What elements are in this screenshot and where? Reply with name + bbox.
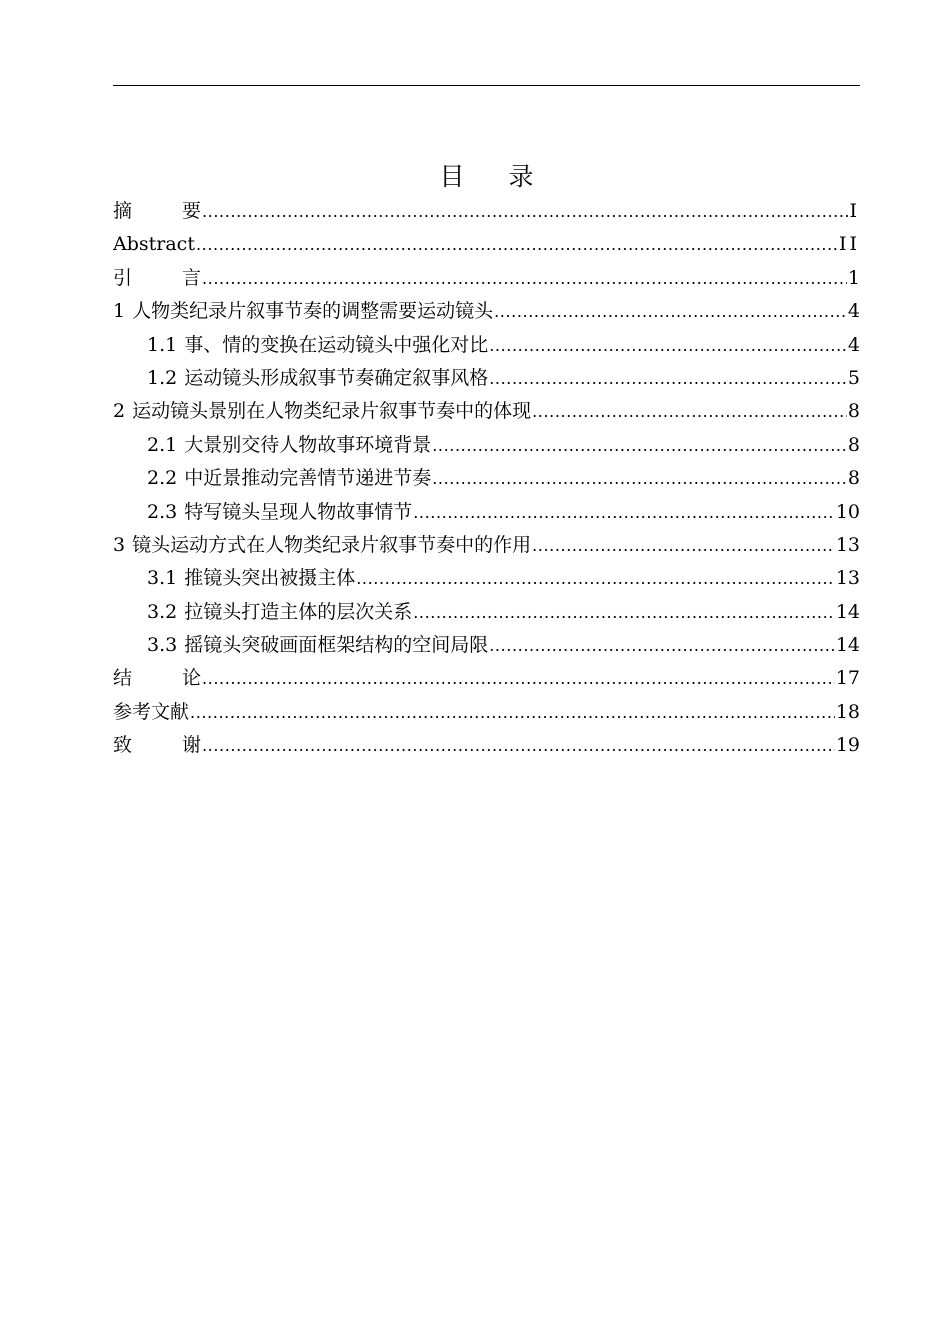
toc-list	[113, 197, 860, 765]
toc-page-number: 8	[847, 400, 860, 423]
toc-page-number: I	[849, 200, 860, 222]
toc-leader-dots	[202, 198, 848, 226]
toc-leader-dots	[532, 398, 847, 426]
toc-entry-section-3-1[interactable]	[113, 564, 860, 597]
toc-title-char: 目	[439, 162, 465, 191]
toc-entry-label: 参考文献	[113, 700, 190, 723]
toc-leader-dots	[196, 231, 838, 259]
toc-entry-label: 2.2 中近景推动完善情节递进节奏	[147, 467, 432, 490]
toc-leader-dots	[190, 699, 835, 727]
toc-entry-section-3-3[interactable]	[113, 631, 860, 664]
toc-page-number: II	[838, 233, 860, 256]
toc-leader-dots	[489, 632, 835, 660]
toc-entry-label: 3.1 推镜头突出被摄主体	[147, 567, 356, 590]
toc-entry-label: 1.2 运动镜头形成叙事节奏确定叙事风格	[147, 366, 489, 389]
toc-page-number: 18	[835, 700, 860, 723]
toc-entry-label: 2.3 特写镜头呈现人物故事情节	[147, 500, 413, 523]
toc-title	[113, 160, 860, 194]
toc-entry-acknowledgements[interactable]	[113, 731, 860, 764]
toc-leader-dots	[413, 599, 835, 627]
toc-entry-section-2-3[interactable]	[113, 498, 860, 531]
toc-entry-chapter-3[interactable]	[113, 531, 860, 564]
toc-entry-section-2-2[interactable]	[113, 464, 860, 497]
toc-page-number: 4	[847, 300, 860, 323]
toc-entry-label: 1 人物类纪录片叙事节奏的调整需要运动镜头	[113, 300, 494, 323]
toc-page-number: 14	[835, 634, 860, 657]
toc-leader-dots	[489, 365, 847, 393]
toc-leader-dots	[202, 732, 835, 760]
toc-leader-dots	[494, 298, 847, 326]
toc-entry-references[interactable]	[113, 698, 860, 731]
toc-entry-label: 引 言	[113, 266, 201, 289]
toc-entry-label: 3 镜头运动方式在人物类纪录片叙事节奏中的作用	[113, 533, 532, 556]
toc-leader-dots	[532, 532, 835, 560]
toc-leader-dots	[202, 665, 835, 693]
header-rule	[113, 85, 860, 86]
toc-entry-chapter-1[interactable]	[113, 297, 860, 330]
toc-entry-label: 1.1 事、情的变换在运动镜头中强化对比	[147, 333, 489, 356]
toc-leader-dots	[489, 332, 847, 360]
toc-entry-section-2-1[interactable]	[113, 431, 860, 464]
toc-entry-label: 3.3 摇镜头突破画面框架结构的空间局限	[147, 634, 489, 657]
toc-page-number: 19	[835, 734, 860, 757]
toc-entry-section-1-1[interactable]	[113, 331, 860, 364]
toc-page-number: 8	[847, 467, 860, 490]
toc-entry-abstract-cn[interactable]	[113, 197, 860, 230]
toc-entry-section-1-2[interactable]	[113, 364, 860, 397]
toc-title-char: 录	[508, 162, 534, 191]
toc-entry-label: Abstract	[113, 233, 195, 256]
toc-page-number: 8	[847, 433, 860, 456]
toc-leader-dots	[356, 565, 835, 593]
toc-entry-introduction[interactable]	[113, 264, 860, 297]
toc-page-number: 5	[847, 366, 860, 389]
toc-entry-label: 致 谢	[113, 734, 201, 757]
toc-leader-dots	[432, 432, 847, 460]
toc-entry-label: 摘 要	[113, 200, 201, 222]
toc-entry-section-3-2[interactable]	[113, 598, 860, 631]
toc-entry-label: 2.1 大景别交待人物故事环境背景	[147, 433, 432, 456]
toc-page-number: 1	[847, 266, 860, 289]
toc-entry-label: 3.2 拉镜头打造主体的层次关系	[147, 600, 413, 623]
toc-page-number: 14	[835, 600, 860, 623]
toc-page-number: 17	[835, 667, 860, 690]
toc-entry-label: 2 运动镜头景别在人物类纪录片叙事节奏中的体现	[113, 400, 532, 423]
toc-entry-label: 结 论	[113, 667, 201, 690]
toc-entry-abstract-en[interactable]	[113, 230, 860, 263]
toc-page-number: 10	[835, 500, 860, 523]
toc-entry-chapter-2[interactable]	[113, 397, 860, 430]
toc-page-number: 4	[847, 333, 860, 356]
toc-leader-dots	[413, 499, 835, 527]
toc-leader-dots	[202, 265, 847, 293]
toc-page-number: 13	[835, 533, 860, 556]
toc-page-number: 13	[835, 567, 860, 590]
toc-leader-dots	[432, 465, 847, 493]
toc-entry-conclusion[interactable]	[113, 664, 860, 697]
